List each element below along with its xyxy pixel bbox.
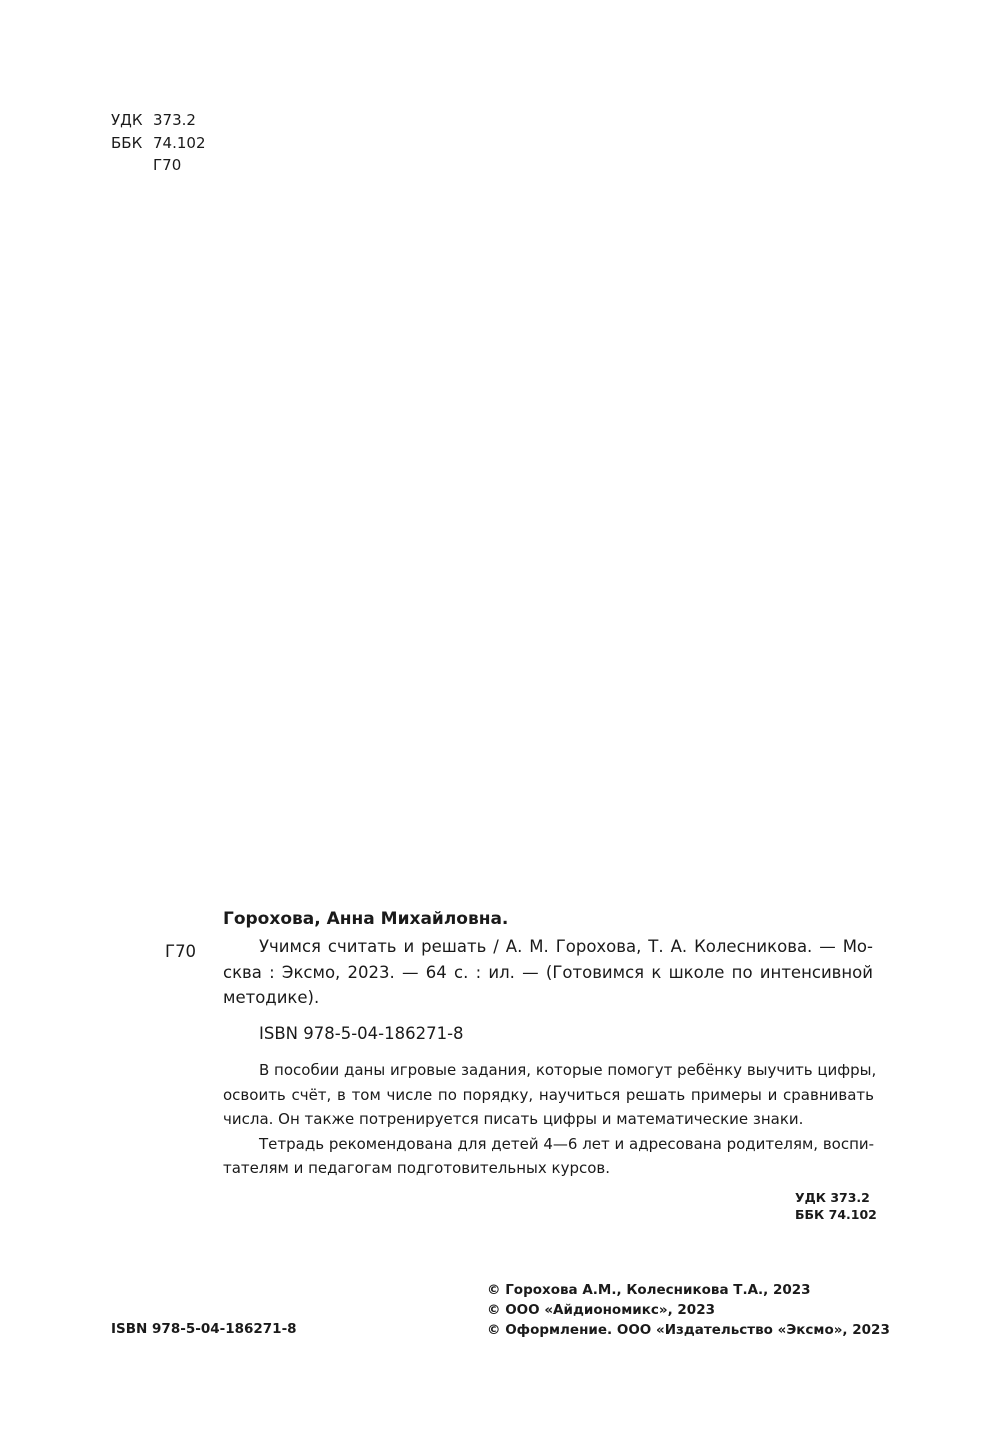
copyright-line: © Оформление. ООО «Издательство «Эксмо», 2023 (487, 1322, 890, 1338)
author-heading: Горохова, Анна Михайловна. (223, 909, 509, 929)
author-mark: Г70 (165, 942, 197, 961)
classification-block-top (111, 109, 206, 177)
udk-row (111, 109, 206, 132)
description-line: сква : Эксмо, 2023. — 64 с. : ил. — (Готовимся к школе по интенсивной (223, 962, 873, 982)
description-line: методике). (223, 988, 320, 1007)
copyright-block (487, 1280, 890, 1340)
annotation-line: освоить счёт, в том числе по порядку, научиться решать примеры и сравнивать (223, 1085, 874, 1104)
author-mark-row (111, 154, 206, 177)
classification-block-bottom (795, 1189, 877, 1223)
udk-value: 373.2 (153, 111, 196, 129)
annotation-line: тателям и педагогам подготовительных курсов. (223, 1159, 611, 1177)
isbn-line: ISBN 978-5-04-186271-8 (259, 1024, 464, 1043)
bbk-label: ББК (111, 133, 143, 152)
copyright-line: © Горохова А.М., Колесникова Т.А., 2023 (487, 1282, 811, 1298)
bbk-row (111, 132, 206, 155)
isbn-bottom: ISBN 978-5-04-186271-8 (111, 1321, 297, 1337)
author-mark-top: Г70 (153, 156, 182, 174)
annotation-line: числа. Он также потренируется писать цифры и математические знаки. (223, 1110, 804, 1128)
annotation (223, 1058, 877, 1181)
udk-bottom: УДК 373.2 (795, 1190, 870, 1205)
annotation-line: Тетрадь рекомендована для детей 4—6 лет и адресована родителям, воспи- (259, 1134, 875, 1153)
description-line: Учимся считать и решать / А. М. Горохова, Т. А. Колесникова. — Мо- (259, 937, 873, 956)
annotation-line: В пособии даны игровые задания, которые помогут ребёнку выучить цифры, (259, 1061, 877, 1079)
copyright-line: © ООО «Айдиономикс», 2023 (487, 1302, 715, 1318)
bbk-bottom: ББК 74.102 (795, 1207, 877, 1222)
bbk-value: 74.102 (153, 133, 206, 152)
udk-label: УДК (111, 111, 143, 129)
bibliographic-description (223, 934, 873, 1011)
